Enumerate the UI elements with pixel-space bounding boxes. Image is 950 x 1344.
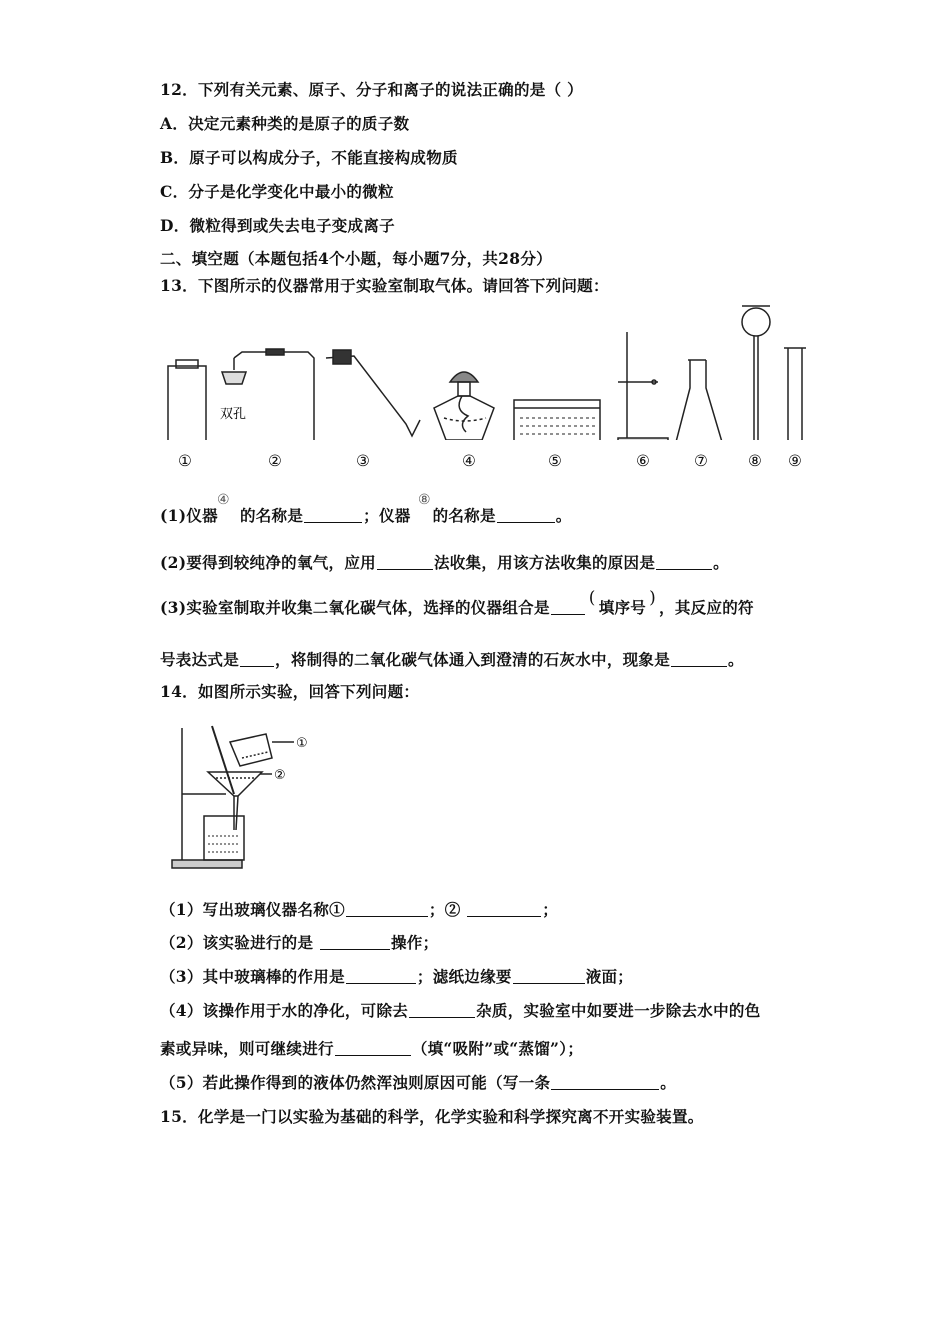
q12-option-c: C．分子是化学变化中最小的微粒 [160, 182, 394, 201]
q12-stem: 12．下列有关元素、原子、分子和离子的说法正确的是（ ） [160, 80, 583, 99]
answer-blank[interactable] [551, 1075, 659, 1090]
q14-sub4-cont: 素或异味，则可继续进行 （填“吸附”或“蒸馏”）； [160, 1039, 584, 1058]
fig-label-6: ⑥ [636, 452, 651, 470]
fig-label-9: ⑨ [788, 452, 803, 470]
section-heading: 二、填空题（本题包括4个小题，每小题7分，共28分） [160, 249, 552, 268]
answer-blank[interactable] [240, 652, 274, 667]
conical-flask [676, 360, 722, 440]
q14-sub4: （4）该操作用于水的净化，可除去 杂质，实验室中如要进一步除去水中的色 [160, 1001, 761, 1020]
alcohol-lamp [434, 372, 494, 440]
answer-blank[interactable] [320, 935, 390, 950]
answer-blank[interactable] [497, 508, 555, 523]
q14-sub2: （2）该实验进行的是 操作； [160, 933, 439, 952]
fig-label-5: ⑤ [548, 452, 563, 470]
superscript-label-8: ⑧ [418, 492, 431, 508]
q12-option-a: A．决定元素种类的是原子的质子数 [160, 114, 410, 133]
answer-blank[interactable] [346, 969, 416, 984]
stopper-label: 双孔 [220, 407, 247, 422]
gas-jar [168, 360, 206, 440]
q14-filtration-figure [168, 722, 328, 872]
two-hole-stopper [222, 349, 314, 440]
answer-blank[interactable] [467, 902, 541, 917]
answer-blank[interactable] [513, 969, 585, 984]
answer-blank[interactable] [304, 508, 362, 523]
bent-tube [326, 350, 420, 436]
answer-blank[interactable] [346, 902, 428, 917]
q14-stem: 14．如图所示实验，回答下列问题： [160, 682, 420, 701]
answer-blank[interactable] [409, 1003, 475, 1018]
answer-blank[interactable] [656, 555, 712, 570]
fig-label-3: ③ [356, 452, 371, 470]
q15-stem: 15．化学是一门以实验为基础的科学，化学实验和科学探究离不开实验装置。 [160, 1107, 704, 1126]
fig14-label-2: ② [274, 768, 286, 783]
q14-sub1: （1）写出玻璃仪器名称① ；② ； [160, 900, 558, 919]
q14-sub3: （3）其中玻璃棒的作用是 ；滤纸边缘要 液面； [160, 967, 634, 986]
q13-apparatus-figure [158, 300, 818, 440]
fig14-label-1: ① [296, 736, 308, 751]
q12-option-d: D．微粒得到或失去电子变成离子 [160, 216, 395, 235]
q13-part1: (1)仪器 的名称是 ；仪器 的名称是 。 [160, 506, 572, 525]
water-trough [514, 400, 600, 440]
q13-part3-cont: 号表达式是 ，将制得的二氧化碳气体通入到澄清的石灰水中，现象是 。 [160, 650, 744, 669]
q13-part2: (2)要得到较纯净的氧气，应用 法收集，用该方法收集的原因是 。 [160, 553, 729, 572]
fig-label-4: ④ [462, 452, 477, 470]
answer-blank[interactable] [671, 652, 727, 667]
q13-stem: 13．下图所示的仪器常用于实验室制取气体。请回答下列问题： [160, 276, 609, 295]
fig-label-7: ⑦ [694, 452, 709, 470]
fig-label-1: ① [178, 452, 193, 470]
answer-blank[interactable] [377, 555, 433, 570]
answer-blank[interactable] [551, 600, 585, 615]
test-tube [784, 348, 806, 440]
q13-part3: (3)实验室制取并收集二氧化碳气体，选择的仪器组合是 ( 填序号 ) ，其反应的符 [160, 588, 754, 617]
superscript-label-4: ④ [217, 492, 230, 508]
fig-label-2: ② [268, 452, 283, 470]
fig-label-8: ⑧ [748, 452, 763, 470]
q12-option-b: B．原子可以构成分子，不能直接构成物质 [160, 148, 458, 167]
q14-sub5: （5）若此操作得到的液体仍然浑浊则原因可能（写一条 。 [160, 1073, 677, 1092]
answer-blank[interactable] [335, 1041, 411, 1056]
long-neck-funnel [742, 306, 770, 440]
iron-stand [618, 332, 668, 440]
